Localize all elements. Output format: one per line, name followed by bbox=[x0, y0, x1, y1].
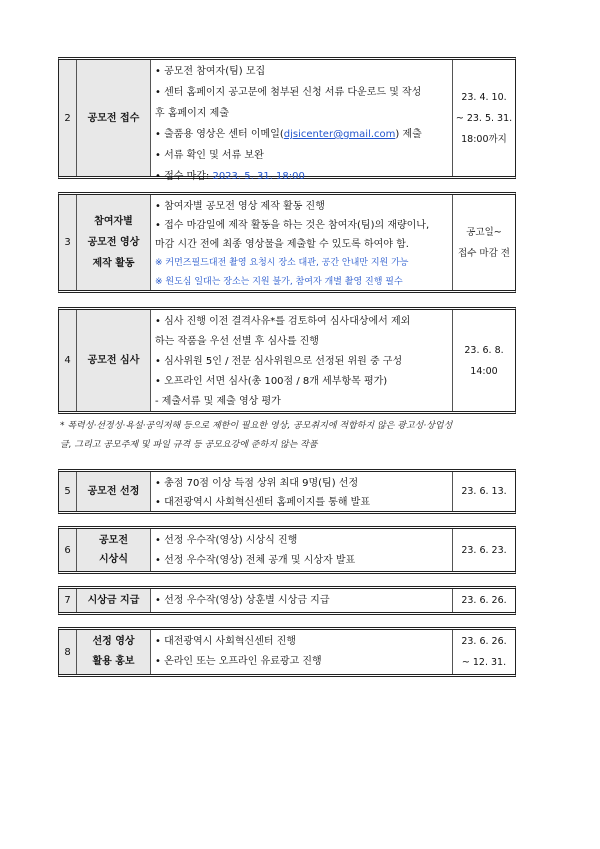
step-date bbox=[453, 589, 515, 612]
step-content bbox=[151, 630, 453, 674]
date-line: 18:00까지 bbox=[461, 133, 507, 145]
content-note-line: ※ 커먼즈필드대전 촬영 요청시 장소 대관, 공간 안내만 지원 가능 bbox=[155, 258, 409, 268]
step-title-line: 활용 홍보 bbox=[92, 656, 135, 667]
step-title-line: 제작 활동 bbox=[92, 258, 135, 269]
step-7-row bbox=[58, 586, 516, 615]
step-title-line: 공모전 영상 bbox=[87, 237, 140, 248]
step-content bbox=[151, 195, 453, 290]
step-title-line: 공모전 접수 bbox=[87, 112, 140, 124]
footnote-line: 글, 그리고 공모주제 및 파일 규격 등 공모요강에 준하지 않는 작품 bbox=[60, 440, 318, 450]
step-number: 6 bbox=[59, 529, 77, 571]
content-line: 후 홈페이지 제출 bbox=[155, 108, 229, 119]
step-date bbox=[453, 472, 515, 511]
step-date bbox=[453, 60, 515, 176]
date-line: 접수 마감 전 bbox=[458, 247, 510, 259]
date-line: 23. 6. 23. bbox=[461, 544, 507, 556]
step-title-line: 공모전 심사 bbox=[87, 355, 140, 366]
content-line: • 심사위원 5인 / 전문 심사위원으로 선정된 위원 중 구성 bbox=[155, 356, 403, 367]
content-line: 마감 시간 전에 최종 영상물을 제출할 수 있도록 하여야 함. bbox=[155, 239, 409, 250]
content-line-email: • 출품용 영상은 센터 이메일(djsicenter@gmail.com) 제출 bbox=[155, 129, 422, 140]
step-date bbox=[453, 529, 515, 571]
step-date bbox=[453, 310, 515, 411]
content-line: • 공모전 참여자(팀) 모집 bbox=[155, 66, 266, 77]
step-content bbox=[151, 472, 453, 511]
date-line: 23. 6. 13. bbox=[461, 486, 507, 497]
step-4-row bbox=[58, 307, 516, 414]
date-line: ~ 12. 31. bbox=[461, 657, 507, 668]
content-line: • 총점 70점 이상 득점 상위 최대 9명(팀) 선정 bbox=[155, 478, 359, 489]
step-title bbox=[77, 630, 151, 674]
content-line: • 서류 확인 및 서류 보완 bbox=[155, 150, 264, 161]
step-title bbox=[77, 195, 151, 290]
step-number: 2 bbox=[59, 60, 77, 176]
step-title-line: 시상식 bbox=[99, 554, 128, 565]
step-title bbox=[77, 529, 151, 571]
content-line: • 대전광역시 사회혁신센터 진행 bbox=[155, 636, 297, 647]
step-6-row bbox=[58, 526, 516, 574]
content-line: • 온라인 또는 오프라인 유료광고 진행 bbox=[155, 656, 322, 667]
step-number: 7 bbox=[59, 589, 77, 612]
step-number: 4 bbox=[59, 310, 77, 411]
date-line: 23. 6. 26. bbox=[461, 595, 507, 606]
date-line: 공고일~ bbox=[466, 226, 502, 238]
step-title-line: 공모전 bbox=[99, 535, 128, 546]
footnote bbox=[60, 417, 520, 455]
step-date bbox=[453, 195, 515, 290]
step-content bbox=[151, 589, 453, 612]
date-line: 23. 6. 8. bbox=[464, 344, 504, 356]
footnote-line: * 폭력성·선정성·욕설·공익저해 등으로 제한이 필요한 영상, 공모취지에 적합하지 않은 광고성·상업성 bbox=[60, 421, 453, 431]
step-3-row bbox=[58, 192, 516, 293]
step-title bbox=[77, 589, 151, 612]
content-note-line: ※ 원도심 일대는 장소는 지원 불가, 참여자 개별 촬영 진행 필수 bbox=[155, 277, 403, 287]
content-line: 하는 작품을 우선 선별 후 심사를 진행 bbox=[155, 336, 319, 347]
content-line: - 제출서류 및 제출 영상 평가 bbox=[155, 396, 281, 407]
step-2-row bbox=[58, 57, 516, 182]
content-line: • 선정 우수작(영상) 상훈별 시상금 지급 bbox=[155, 595, 330, 606]
step-8-row bbox=[58, 627, 516, 677]
content-line-deadline: • 접수 마감: 2023. 5. 31. 18:00 bbox=[155, 171, 305, 182]
date-line: ~ 23. 5. 31. bbox=[455, 112, 513, 124]
email-link[interactable]: djsicenter@gmail.com bbox=[283, 129, 396, 140]
step-number: 8 bbox=[59, 630, 77, 674]
content-line: • 선정 우수작(영상) 시상식 진행 bbox=[155, 535, 298, 546]
step-5-row bbox=[58, 469, 516, 514]
step-title bbox=[77, 310, 151, 411]
content-line: • 참여자별 공모전 영상 제작 활동 진행 bbox=[155, 201, 325, 212]
deadline-value: 2023. 5. 31. 18:00 bbox=[212, 171, 305, 182]
step-title-line: 공모전 선정 bbox=[87, 486, 140, 497]
step-title-line: 선정 영상 bbox=[92, 636, 135, 647]
content-line: • 센터 홈페이지 공고문에 첨부된 신청 서류 다운로드 및 작성 bbox=[155, 87, 422, 98]
step-title-line: 참여자별 bbox=[94, 216, 133, 227]
content-line: • 심사 진행 이전 결격사유*를 검토하여 심사대상에서 제외 bbox=[155, 316, 411, 327]
content-line: • 오프라인 서면 심사(총 100점 / 8개 세부항목 평가) bbox=[155, 376, 388, 387]
step-date bbox=[453, 630, 515, 674]
step-content bbox=[151, 60, 453, 182]
step-title-line: 시상금 지급 bbox=[87, 595, 140, 606]
step-content bbox=[151, 529, 453, 571]
date-line: 23. 4. 10. bbox=[461, 91, 507, 103]
step-title bbox=[77, 60, 151, 176]
step-title bbox=[77, 472, 151, 511]
step-content bbox=[151, 310, 453, 411]
content-line: • 선정 우수작(영상) 전체 공개 및 시상자 발표 bbox=[155, 555, 356, 566]
date-line: 14:00 bbox=[470, 365, 498, 377]
step-number: 5 bbox=[59, 472, 77, 511]
content-line: • 대전광역시 사회혁신센터 홈페이지를 통해 발표 bbox=[155, 497, 370, 508]
content-line: • 접수 마감일에 제작 활동을 하는 것은 참여자(팀)의 재량이나, bbox=[155, 220, 430, 231]
date-line: 23. 6. 26. bbox=[461, 636, 507, 647]
step-number: 3 bbox=[59, 195, 77, 290]
